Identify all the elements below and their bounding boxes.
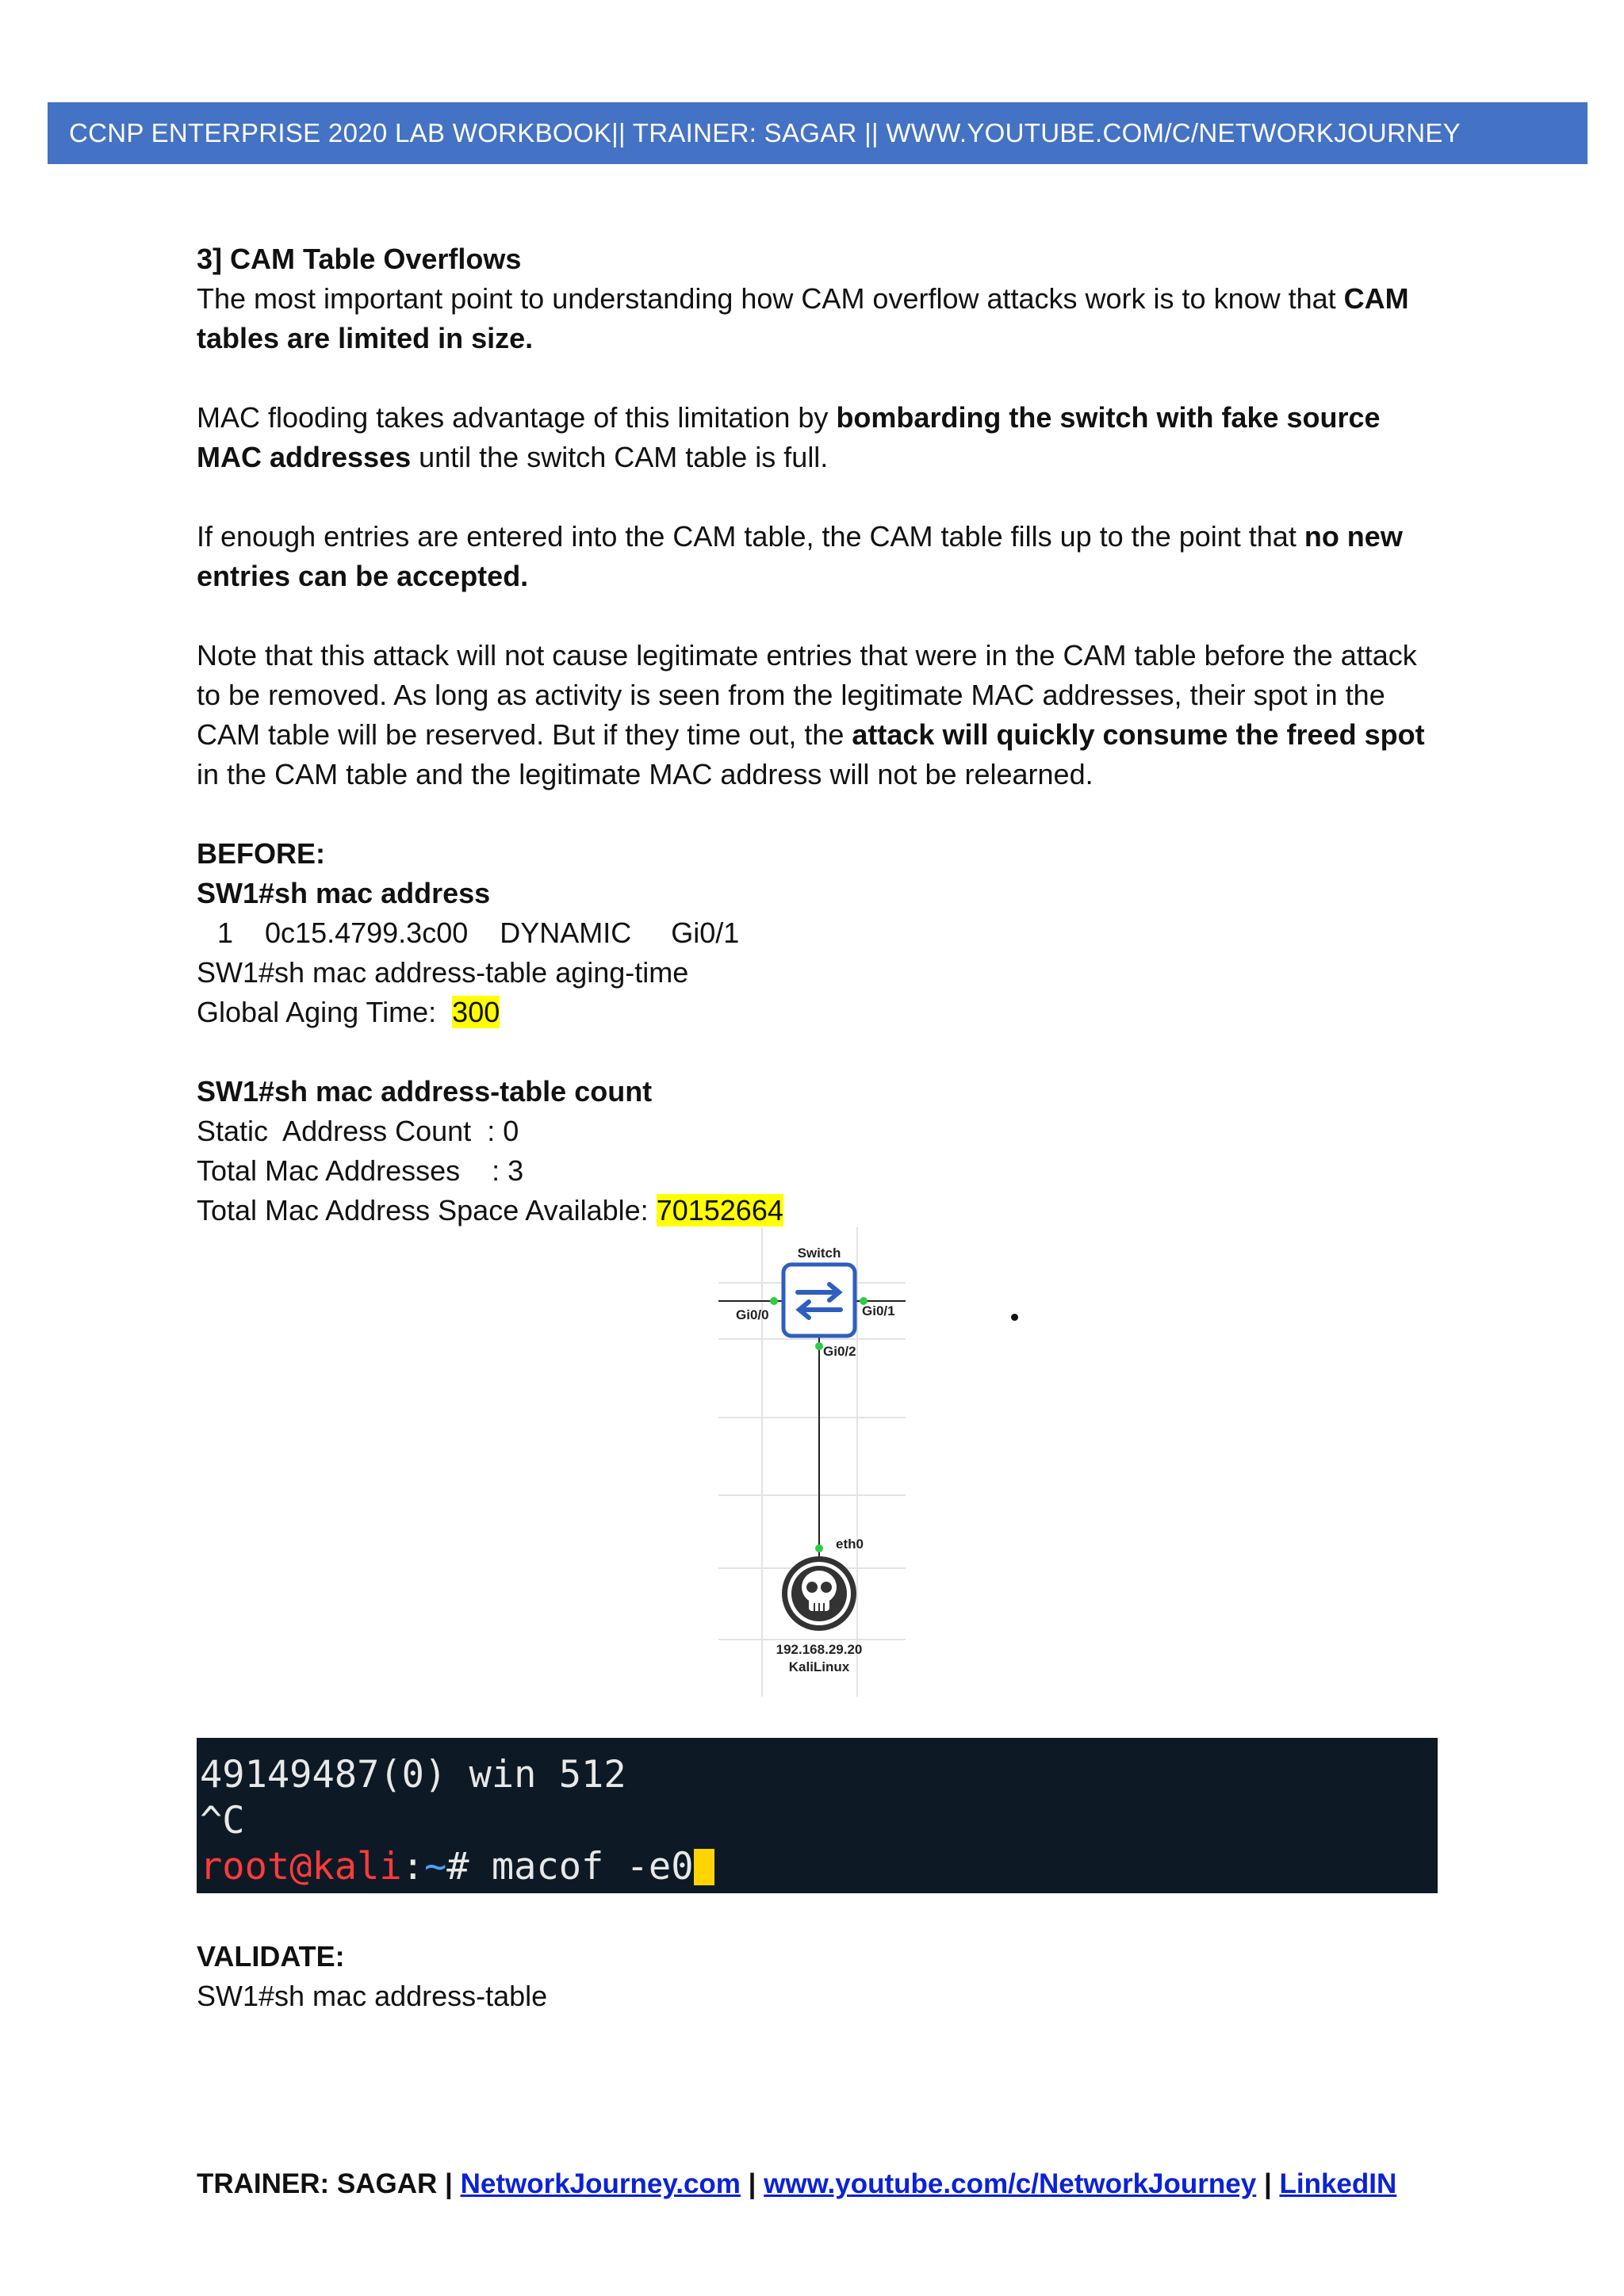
footer-link-networkjourney[interactable]: NetworkJourney.com xyxy=(460,2168,741,2199)
aging-time-line: Global Aging Time: 300 xyxy=(197,996,500,1028)
command-sh-mac-address: SW1#sh mac address xyxy=(197,877,491,909)
terminal-cursor xyxy=(694,1849,714,1885)
bullet-dot xyxy=(1011,1314,1018,1321)
prompt-user: root@kali xyxy=(200,1845,402,1888)
command-aging-time: SW1#sh mac address-table aging-time xyxy=(197,956,689,989)
terminal-cropped-line xyxy=(197,1738,1438,1747)
bold-text: no new entries can be accepted. xyxy=(197,520,1403,592)
port-gi01-label: Gi0/1 xyxy=(862,1303,895,1318)
terminal-screenshot xyxy=(197,1738,1438,1893)
before-heading: BEFORE: xyxy=(197,837,325,870)
header-banner: CCNP ENTERPRISE 2020 LAB WORKBOOK|| TRAINER: SAGAR || WWW.YOUTUBE.COM/C/NETWORKJOURNEY xyxy=(48,102,1588,164)
bold-text: bombarding the switch with fake source MAC addresses xyxy=(197,401,1381,473)
terminal-prompt-line: root@kali:~# macof -e0 xyxy=(200,1844,714,1890)
command-table-count: SW1#sh mac address-table count xyxy=(197,1075,653,1108)
skull-host-icon xyxy=(782,1556,856,1631)
bold-text: attack will quickly consume the freed spot xyxy=(852,718,1425,751)
switch-icon xyxy=(783,1265,855,1336)
static-count-line: Static Address Count : 0 xyxy=(197,1115,519,1147)
terminal-output-line: 49149487(0) win 512 xyxy=(200,1753,626,1797)
footer: TRAINER: SAGAR | NetworkJourney.com | www.youtube.com/c/NetworkJourney | LinkedIN xyxy=(197,2168,1397,2199)
prompt-path: ~ xyxy=(423,1845,447,1888)
bold-text: CAM tables are limited in size. xyxy=(197,282,1409,354)
validate-section xyxy=(197,1937,1442,2016)
section-title: 3] CAM Table Overflows xyxy=(197,243,522,275)
space-available-value: 70152664 xyxy=(656,1194,783,1226)
document-body xyxy=(197,239,1442,1230)
validate-heading: VALIDATE: xyxy=(197,1940,345,1973)
paragraph-note: Note that this attack will not cause legitimate entries that were in the CAM table before the attack to be removed. As long as activity is seen from the legitimate MAC addresses, their spot in the CAM table will be reserved. But if they time out, the attack will quickly consume the freed spot in the CAM table and the legitimate MAC address will not be relearned. xyxy=(197,639,1425,790)
total-mac-line: Total Mac Addresses : 3 xyxy=(197,1154,524,1187)
paragraph-mac-flooding: MAC flooding takes advantage of this limitation by bombarding the switch with fake source MAC addresses until the switch CAM table is full. xyxy=(197,401,1381,473)
terminal-interrupt-line: ^C xyxy=(200,1799,245,1843)
aging-time-value: 300 xyxy=(452,996,500,1028)
footer-link-youtube[interactable]: www.youtube.com/c/NetworkJourney xyxy=(764,2168,1257,2199)
host-ip-label: 192.168.29.20 xyxy=(776,1642,863,1657)
footer-link-linkedin[interactable]: LinkedIN xyxy=(1279,2168,1397,2199)
topology-diagram xyxy=(718,1227,906,1697)
paragraph-table-full: If enough entries are entered into the CAM table, the CAM table fills up to the point that no new entries can be accepted. xyxy=(197,520,1403,592)
terminal-command: macof -e0 xyxy=(491,1845,694,1888)
port-eth0-label: eth0 xyxy=(836,1536,864,1552)
validate-command: SW1#sh mac address-table xyxy=(197,1980,548,2012)
footer-trainer: TRAINER: SAGAR xyxy=(197,2168,438,2199)
switch-label: Switch xyxy=(797,1246,841,1261)
mac-table-row: 1 0c15.4799.3c00 DYNAMIC Gi0/1 xyxy=(217,916,740,949)
port-gi02-label: Gi0/2 xyxy=(823,1344,856,1359)
host-name-label: KaliLinux xyxy=(788,1659,850,1674)
paragraph-cam-limited: The most important point to understanding how CAM overflow attacks work is to know that CAM tables are limited in size. xyxy=(197,282,1409,354)
port-gi00-label: Gi0/0 xyxy=(736,1307,769,1322)
space-available-line: Total Mac Address Space Available: 70152664 xyxy=(197,1194,783,1226)
